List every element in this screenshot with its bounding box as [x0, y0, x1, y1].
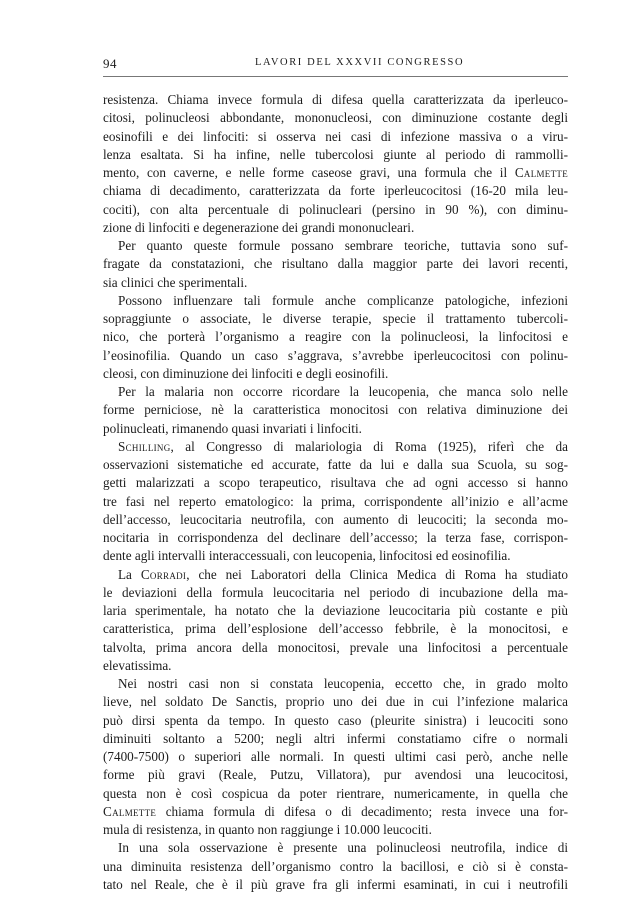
text-line: osservazioni sistematiche ed accurate, fatte da lui e dalla sua Scuola, su sog-	[103, 457, 568, 472]
header-rule	[103, 76, 568, 77]
text-line: sia clinici che sperimentali.	[103, 274, 248, 290]
text-line: elevatissima.	[103, 657, 172, 673]
text-line: cleosi, con diminuzione dei linfociti e degli eosinofili.	[103, 365, 389, 381]
author-name: Calmette	[514, 165, 568, 180]
text-line: caratteristica, prima dell’esplosione dell’accesso febbrile, è la monocitosi, e	[103, 621, 568, 637]
text-line: getti malarizzati a scopo terapeutico, risultava che ad ogni accesso si hanno	[103, 475, 568, 491]
text-line: diminuiti soltanto a 5200; negli altri infermi constatiamo cifre o normali	[103, 730, 568, 746]
text-line: citosi, polinucleosi abbondante, mononucleosi, con diminuzione costante degli	[103, 110, 568, 126]
text-line: eosinofili e dei linfociti: si osserva nei casi di infezione massiva o a viru-	[103, 128, 568, 144]
text-line: (7400-7500) o superiori alle normali. In questi ultimi casi però, anche nelle	[103, 749, 568, 764]
text-line: tre fasi nel reperto ematologico: la prima, corrispondente all’inizio e all’acme	[103, 493, 568, 509]
text-line: Per quanto queste formule possano sembrare teoriche, tuttavia sono suf-	[118, 238, 568, 253]
page-number: 94	[103, 56, 117, 71]
text-line	[103, 438, 568, 456]
text-line: Per la malaria non occorre ricordare la leucopenia, che manca solo nelle	[118, 384, 568, 399]
text-line: sopraggiunte o associate, le diverse terapie, specie il trattamento tubercoli-	[103, 311, 568, 326]
text-line: questa non è così cospicua da poter rientrare, numericamente, in quella che	[103, 785, 568, 801]
text-line: cociti), con alta percentuale di polinucleari (persino in 90 %), con diminu-	[103, 201, 568, 217]
body-text	[103, 91, 568, 894]
text-line	[103, 164, 568, 182]
text-span: La	[118, 566, 141, 582]
text-line: polinucleati, rimanendo quasi invariati i linfociti.	[103, 420, 362, 436]
text-line: dell’accesso, leucocitaria neutrofila, con aumento di leucociti; la seconda mo-	[103, 511, 568, 527]
text-line: nocitaria in corrispondenza del declinare dell’accesso; la terza fase, corrispon-	[103, 530, 568, 545]
text-line: le deviazioni della formula leucocitaria nel periodo di incubazione della ma-	[103, 584, 568, 600]
text-line: resistenza. Chiama invece formula di difesa quella caratterizzata da iperleuco-	[103, 92, 568, 107]
text-span: mento, con caverne, e nelle forme caseose gravi, una formula che il	[103, 165, 515, 180]
text-line: Nei nostri casi non si constata leucopenia, eccetto che, in grado molto	[118, 676, 568, 691]
author-name: Schilling	[118, 438, 171, 454]
text-line	[103, 566, 568, 584]
text-line: nico, che porterà l’organismo a reagire con la polinucleosi, la linfocitosi e	[103, 329, 568, 345]
text-span: chiama formula di difesa o di decadimento; resta invece una for-	[156, 803, 568, 819]
text-line: forme perniciose, nè la caratteristica monocitosi con relativa diminuzione dei	[103, 402, 568, 418]
text-line: forme più gravi (Reale, Putzu, Villatora), pur avendosi una leucocitosi,	[103, 767, 568, 783]
text-line: chiama di decadimento, caratterizzata da forte iperleucocitosi (16-20 mila leu-	[103, 183, 568, 199]
text-line: l’eosinofilia. Quando un caso s’aggrava, s’avrebbe iperleucocitosi con polinu-	[103, 347, 568, 363]
page-header	[103, 56, 568, 74]
text-line: una diminuita resistenza dell’organismo contro la bacillosi, e ciò si è consta-	[103, 858, 568, 874]
text-line: zione di linfociti e degenerazione dei grandi mononucleari.	[103, 219, 415, 235]
text-line: fragate da constatazioni, che risultano dalla maggior parte dei lavori recenti,	[103, 256, 568, 272]
text-line: tato nel Reale, che è il più grave fra gli infermi esaminati, in cui i neutrofili	[103, 876, 568, 892]
text-line: mula di resistenza, in quanto non raggiunge i 10.000 leucociti.	[103, 822, 432, 837]
text-line: Possono influenzare tali formule anche complicanze patologiche, infezioni	[118, 292, 568, 308]
text-line	[103, 803, 568, 821]
text-line: talvolta, prima ancora della monocitosi, prevale una linfocitosi a percentuale	[103, 639, 568, 655]
text-span: , al Congresso di malariologia di Roma (1925), riferì che da	[170, 438, 568, 454]
running-title: LAVORI DEL XXXVII CONGRESSO	[255, 57, 465, 68]
text-line: lenza esaltata. Si ha infine, nelle tubercolosi giunte al periodo di rammolli-	[103, 146, 568, 162]
text-line: dente agli intervalli interaccessuali, con leucopenia, linfocitosi ed eosinofilia.	[103, 548, 511, 564]
text-line: può dirsi spenta da tempo. In questo caso (pleurite sinistra) i leucociti sono	[103, 712, 568, 728]
text-line: lieve, nel soldato De Sanctis, proprio uno dei due in cui l’infezione malarica	[103, 694, 568, 710]
text-line: laria sperimentale, ha notato che la deviazione leucocitaria più costante e più	[103, 603, 568, 618]
text-span: , che nei Laboratori della Clinica Medica di Roma ha studiato	[186, 566, 568, 582]
author-name: Calmette	[103, 803, 157, 819]
author-name: Corradi	[140, 566, 187, 582]
text-line: In una sola osservazione è presente una polinucleosi neutrofila, indice di	[118, 840, 568, 856]
